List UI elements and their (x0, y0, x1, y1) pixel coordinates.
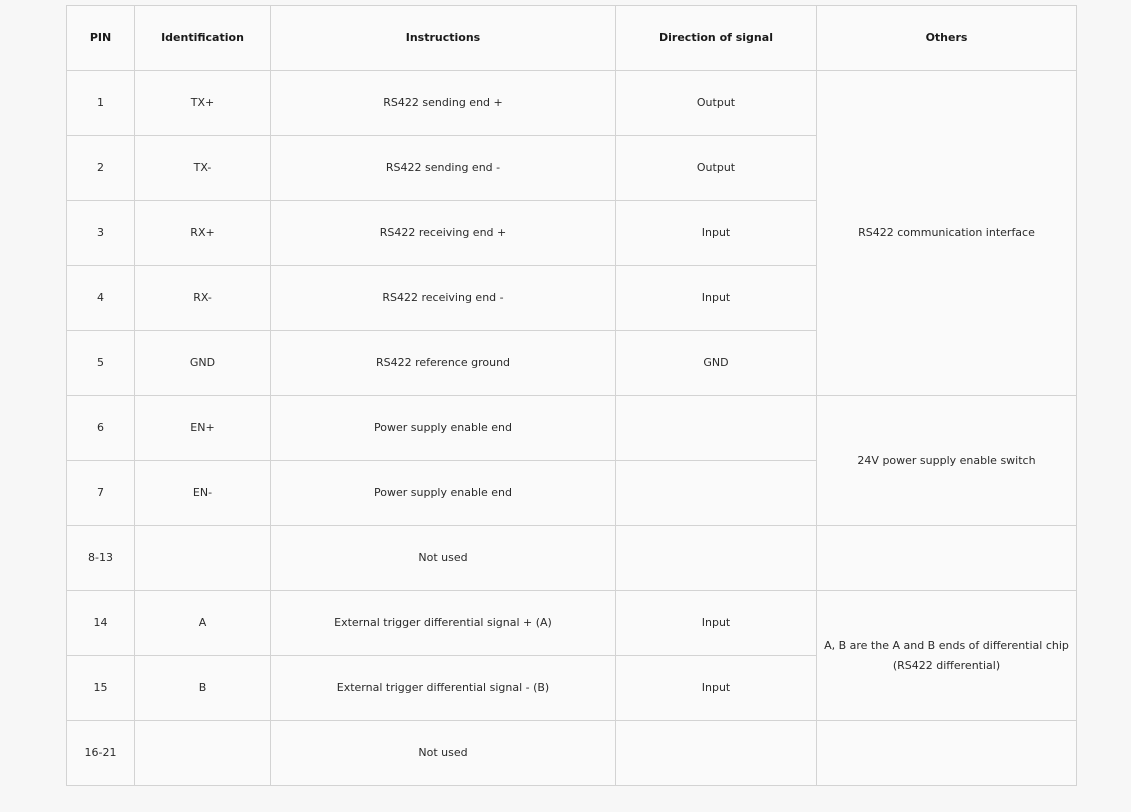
table-row (67, 721, 1077, 786)
instructions-cell: RS422 sending end - (271, 136, 616, 201)
identification-cell: EN- (135, 461, 271, 526)
identification-cell: A (135, 591, 271, 656)
instructions-cell: RS422 receiving end + (271, 201, 616, 266)
others-cell-unused-1 (817, 526, 1077, 591)
others-cell-power-switch: 24V power supply enable switch (817, 396, 1077, 526)
direction-cell: Output (616, 71, 817, 136)
pin-cell: 5 (67, 331, 135, 396)
header-others: Others (817, 6, 1077, 71)
instructions-cell: Not used (271, 526, 616, 591)
instructions-cell: Power supply enable end (271, 396, 616, 461)
others-cell-rs422: RS422 communication interface (817, 71, 1077, 396)
table-row (67, 396, 1077, 461)
header-instructions: Instructions (271, 6, 616, 71)
direction-cell (616, 526, 817, 591)
pin-cell: 2 (67, 136, 135, 201)
identification-cell: TX- (135, 136, 271, 201)
direction-cell: Input (616, 656, 817, 721)
direction-cell (616, 461, 817, 526)
direction-cell: Input (616, 201, 817, 266)
pin-cell: 8-13 (67, 526, 135, 591)
others-cell-differential: A, B are the A and B ends of differential chip (RS422 differential) (817, 591, 1077, 721)
direction-cell: Output (616, 136, 817, 201)
direction-cell (616, 721, 817, 786)
pin-cell: 1 (67, 71, 135, 136)
instructions-cell: RS422 reference ground (271, 331, 616, 396)
pin-cell: 3 (67, 201, 135, 266)
pin-cell: 6 (67, 396, 135, 461)
header-identification: Identification (135, 6, 271, 71)
table-row (67, 526, 1077, 591)
pin-cell: 16-21 (67, 721, 135, 786)
header-pin: PIN (67, 6, 135, 71)
table-header-row (67, 6, 1077, 71)
direction-cell (616, 396, 817, 461)
direction-cell: Input (616, 591, 817, 656)
identification-cell: RX- (135, 266, 271, 331)
others-cell-unused-2 (817, 721, 1077, 786)
header-direction: Direction of signal (616, 6, 817, 71)
table-row (67, 71, 1077, 136)
instructions-cell: External trigger differential signal + (A) (271, 591, 616, 656)
pin-cell: 15 (67, 656, 135, 721)
identification-cell: B (135, 656, 271, 721)
direction-cell: Input (616, 266, 817, 331)
identification-cell (135, 721, 271, 786)
instructions-cell: Power supply enable end (271, 461, 616, 526)
direction-cell: GND (616, 331, 817, 396)
table-row (67, 591, 1077, 656)
identification-cell: TX+ (135, 71, 271, 136)
identification-cell: RX+ (135, 201, 271, 266)
instructions-cell: Not used (271, 721, 616, 786)
identification-cell: GND (135, 331, 271, 396)
instructions-cell: RS422 receiving end - (271, 266, 616, 331)
pin-cell: 4 (67, 266, 135, 331)
pin-cell: 7 (67, 461, 135, 526)
pin-cell: 14 (67, 591, 135, 656)
identification-cell: EN+ (135, 396, 271, 461)
identification-cell (135, 526, 271, 591)
instructions-cell: RS422 sending end + (271, 71, 616, 136)
pin-definition-table (66, 5, 1077, 786)
instructions-cell: External trigger differential signal - (B) (271, 656, 616, 721)
